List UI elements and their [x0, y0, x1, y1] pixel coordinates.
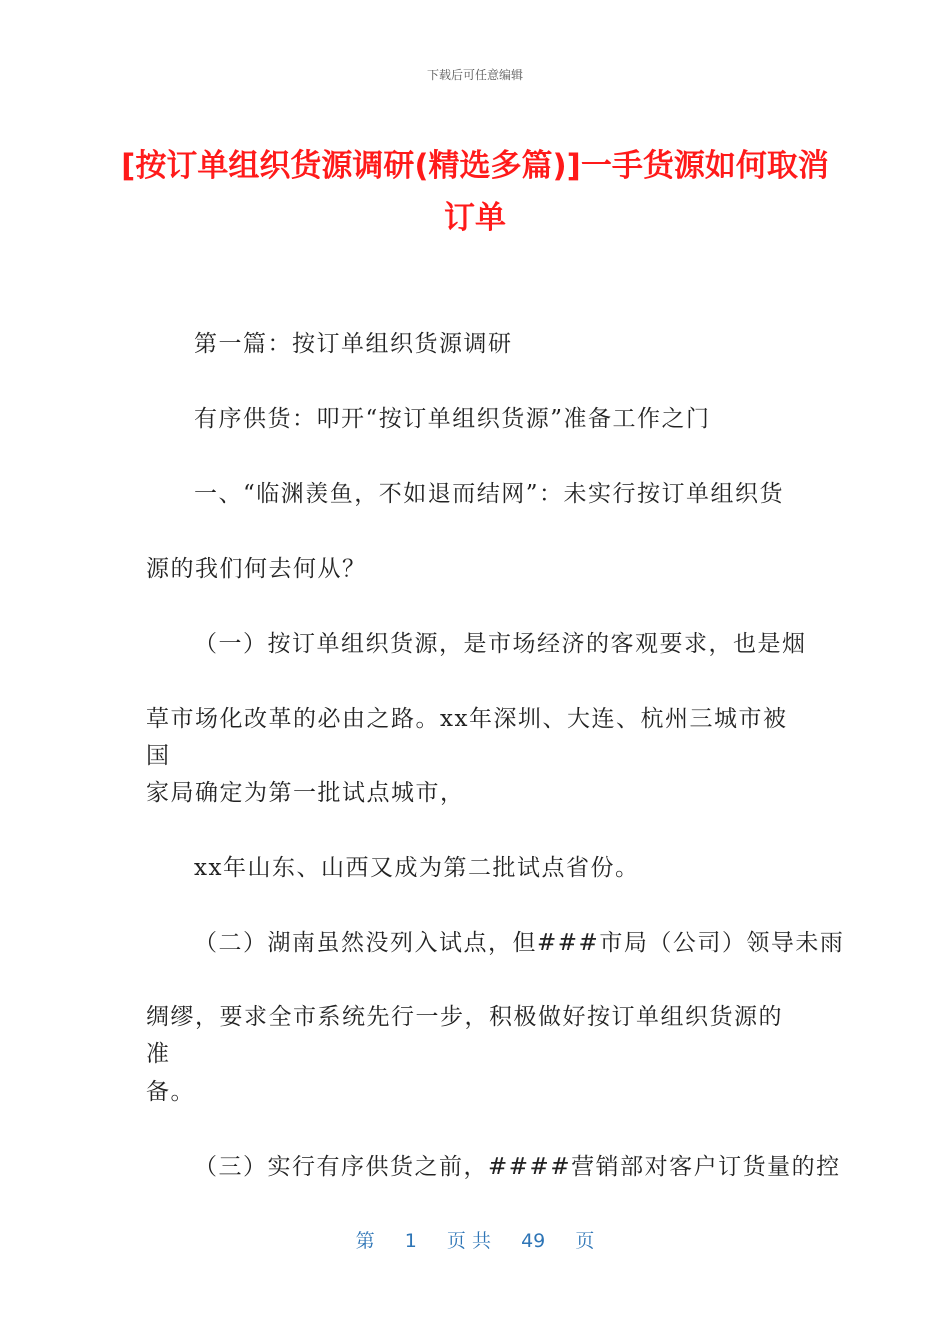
paragraph-line: 备。: [146, 1079, 195, 1105]
paragraph-section-heading: 第一篇：按订单组织货源调研: [194, 331, 513, 357]
paragraph-line: 草市场化改革的必由之路。xx年深圳、大连、杭州三城市被国: [146, 706, 788, 769]
footer-prefix: 第: [355, 1230, 375, 1252]
footer-middle: 页 共: [446, 1230, 491, 1252]
paragraph-line: 源的我们何去何从？: [146, 556, 367, 582]
footer-current-page: 1: [404, 1230, 417, 1252]
paragraph-line: 一、“临渊羡鱼，不如退而结网”：未实行按订单组织货: [194, 481, 785, 507]
paragraph-line: （二）湖南虽然没列入试点，但###市局（公司）领导未雨: [194, 930, 845, 956]
document-title: [按订单组织货源调研(精选多篇)]一手货源如何取消订单: [121, 148, 829, 236]
paragraph-line: 绸缪，要求全市系统先行一步，积极做好按订单组织货源的准: [146, 1004, 783, 1067]
page-footer: [0, 1226, 950, 1253]
paragraph-line: 家局确定为第一批试点城市，: [146, 780, 465, 806]
footer-suffix: 页: [575, 1230, 595, 1252]
paragraph-subtitle: 有序供货：叩开“按订单组织货源”准备工作之门: [194, 406, 711, 432]
paragraph-line: （三）实行有序供货之前，####营销部对客户订货量的控: [194, 1154, 841, 1180]
footer-total-pages: 49: [521, 1230, 546, 1252]
header-note: 下载后可任意编辑: [426, 68, 523, 82]
paragraph-line: （一）按订单组织货源，是市场经济的客观要求，也是烟: [194, 631, 807, 657]
paragraph-line: xx年山东、山西又成为第二批试点省份。: [194, 855, 640, 881]
